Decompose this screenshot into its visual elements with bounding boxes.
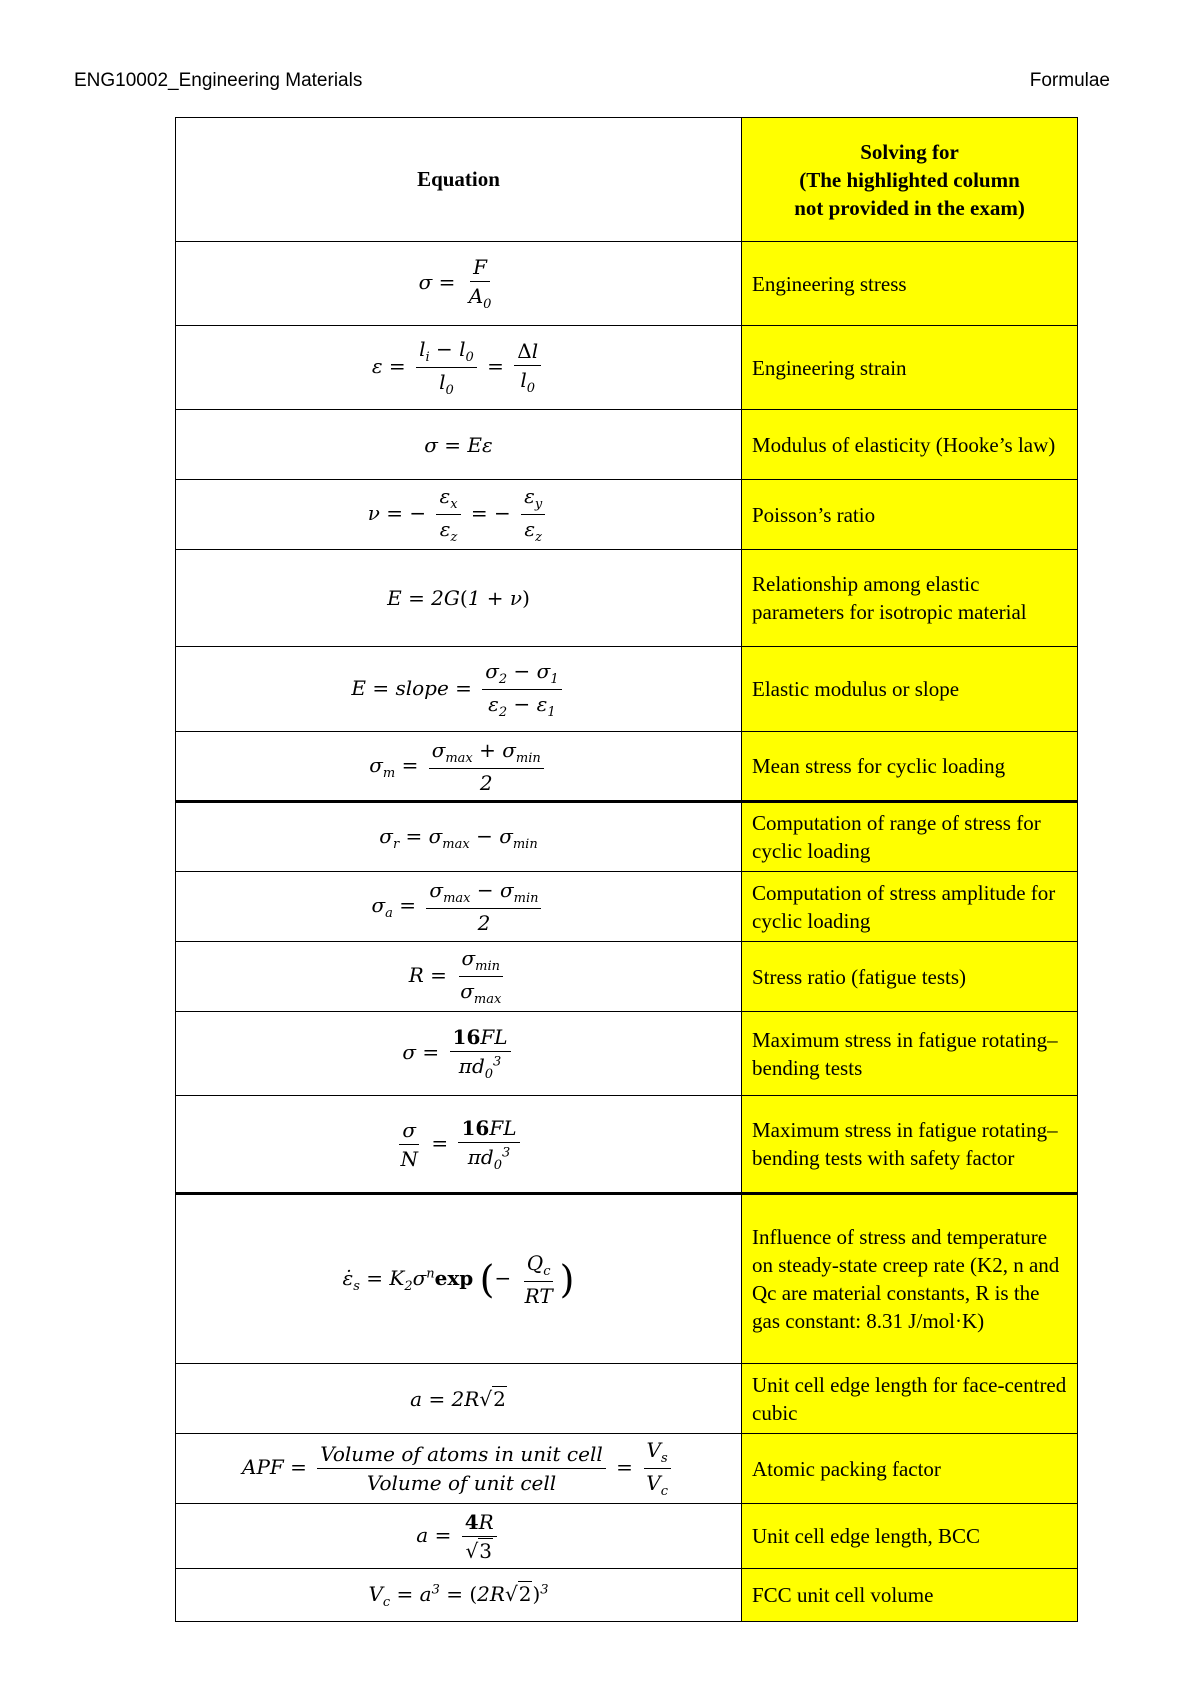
equation-bcc-edge-length: a = $\frac{4R}{√3}$ bbox=[176, 1504, 742, 1569]
equation-creep-rate: $\varepsiloṅ_s = K_2\sigma^n\exp$ (− $\frac{Q_c}{RT}$ ) bbox=[176, 1194, 742, 1364]
equation-max-fatigue-stress: σ = $\frac{16FL}{\pi d_0^3}$ bbox=[176, 1012, 742, 1096]
equation-elastic-parameters: E = 2G(1 + ν) bbox=[176, 550, 742, 647]
equation-fcc-edge-length: a = 2R√2 bbox=[176, 1364, 742, 1434]
table-row bbox=[176, 326, 1078, 410]
solving-for-cell: Modulus of elasticity (Hooke’s law) bbox=[742, 410, 1078, 480]
table-row bbox=[176, 647, 1078, 732]
solving-for-cell: Stress ratio (fatigue tests) bbox=[742, 942, 1078, 1012]
solving-for-cell: Engineering stress bbox=[742, 242, 1078, 326]
table-row bbox=[176, 242, 1078, 326]
solving-for-cell: Mean stress for cyclic loading bbox=[742, 732, 1078, 802]
solving-for-cell: Relationship among elastic parameters for isotropic material bbox=[742, 550, 1078, 647]
document-header-title: ENG10002_Engineering Materials bbox=[74, 70, 363, 91]
equation-stress-ratio: R = $\frac{\sigma_{min}}{\sigma_{max}}$ bbox=[176, 942, 742, 1012]
table-row bbox=[176, 872, 1078, 942]
solving-for-cell: Poisson’s ratio bbox=[742, 480, 1078, 550]
table-row bbox=[176, 1012, 1078, 1096]
table-header-row bbox=[176, 118, 1078, 242]
solving-for-cell: FCC unit cell volume bbox=[742, 1569, 1078, 1622]
table-row bbox=[176, 1096, 1078, 1194]
solving-for-cell: Unit cell edge length, BCC bbox=[742, 1504, 1078, 1569]
equation-stress-amplitude: $\sigma_a$ = $\frac{\sigma_{max} - \sigma_{min}}{2}$ bbox=[176, 872, 742, 942]
equation-fatigue-safety-factor: $\frac{\sigma}{N}$ = $\frac{16FL}{\pi d_0^3}$ bbox=[176, 1096, 742, 1194]
solving-for-cell: Computation of range of stress for cyclic loading bbox=[742, 802, 1078, 872]
equation-engineering-stress: σ = $\frac{F}{A_0}$ bbox=[176, 242, 742, 326]
equation-column-header: Equation bbox=[176, 118, 742, 242]
equation-mean-stress: $\sigma_m$ = $\frac{\sigma_{max} + \sigma_{min}}{2}$ bbox=[176, 732, 742, 802]
equation-poissons-ratio: ν = − $\frac{\varepsilon_x}{\varepsilon_z}$ = − $\frac{\varepsilon_y}{\varepsilon_z}$ bbox=[176, 480, 742, 550]
equation-fcc-cell-volume: $V_c = a^3 = (2R√2)^3$ bbox=[176, 1569, 742, 1622]
document-header-section: Formulae bbox=[1029, 70, 1110, 91]
solving-for-cell: Maximum stress in fatigue rotating–bending tests with safety factor bbox=[742, 1096, 1078, 1194]
table-row bbox=[176, 550, 1078, 647]
equation-atomic-packing-factor: APF = $\frac{\text{Volume of atoms in unit cell}}{\text{Volume of unit cell}}$ = $\frac{V_s}{V_c}$ bbox=[176, 1434, 742, 1504]
table-row bbox=[176, 1194, 1078, 1364]
table-row bbox=[176, 480, 1078, 550]
solving-for-cell: Maximum stress in fatigue rotating–bending tests bbox=[742, 1012, 1078, 1096]
solving-for-cell: Influence of stress and temperature on steady-state creep rate (K2, n and Qc are material constants, R is the gas constant: 8.31 J/mol·K) bbox=[742, 1194, 1078, 1364]
table-row bbox=[176, 1504, 1078, 1569]
table-row bbox=[176, 410, 1078, 480]
table-row bbox=[176, 942, 1078, 1012]
table-row bbox=[176, 802, 1078, 872]
table-row bbox=[176, 1364, 1078, 1434]
formulae-table bbox=[175, 117, 1078, 1622]
table-row bbox=[176, 732, 1078, 802]
solving-for-cell: Atomic packing factor bbox=[742, 1434, 1078, 1504]
equation-stress-range: $\sigma_r = \sigma_{max} - \sigma_{min}$ bbox=[176, 802, 742, 872]
equation-elastic-slope: E = slope = $\frac{\sigma_2 - \sigma_1}{\varepsilon_2 - \varepsilon_1}$ bbox=[176, 647, 742, 732]
table-row bbox=[176, 1569, 1078, 1622]
solving-for-cell: Elastic modulus or slope bbox=[742, 647, 1078, 732]
solving-for-cell: Engineering strain bbox=[742, 326, 1078, 410]
solving-for-column-header: Solving for (The highlighted column not provided in the exam) bbox=[742, 118, 1078, 242]
table-row bbox=[176, 1434, 1078, 1504]
equation-engineering-strain: ε = $\frac{l_i - l_0}{l_0}$ = $\frac{\Delta l}{l_0}$ bbox=[176, 326, 742, 410]
equation-hookes-law: σ = Eε bbox=[176, 410, 742, 480]
solving-for-cell: Computation of stress amplitude for cyclic loading bbox=[742, 872, 1078, 942]
solving-for-cell: Unit cell edge length for face-centred cubic bbox=[742, 1364, 1078, 1434]
